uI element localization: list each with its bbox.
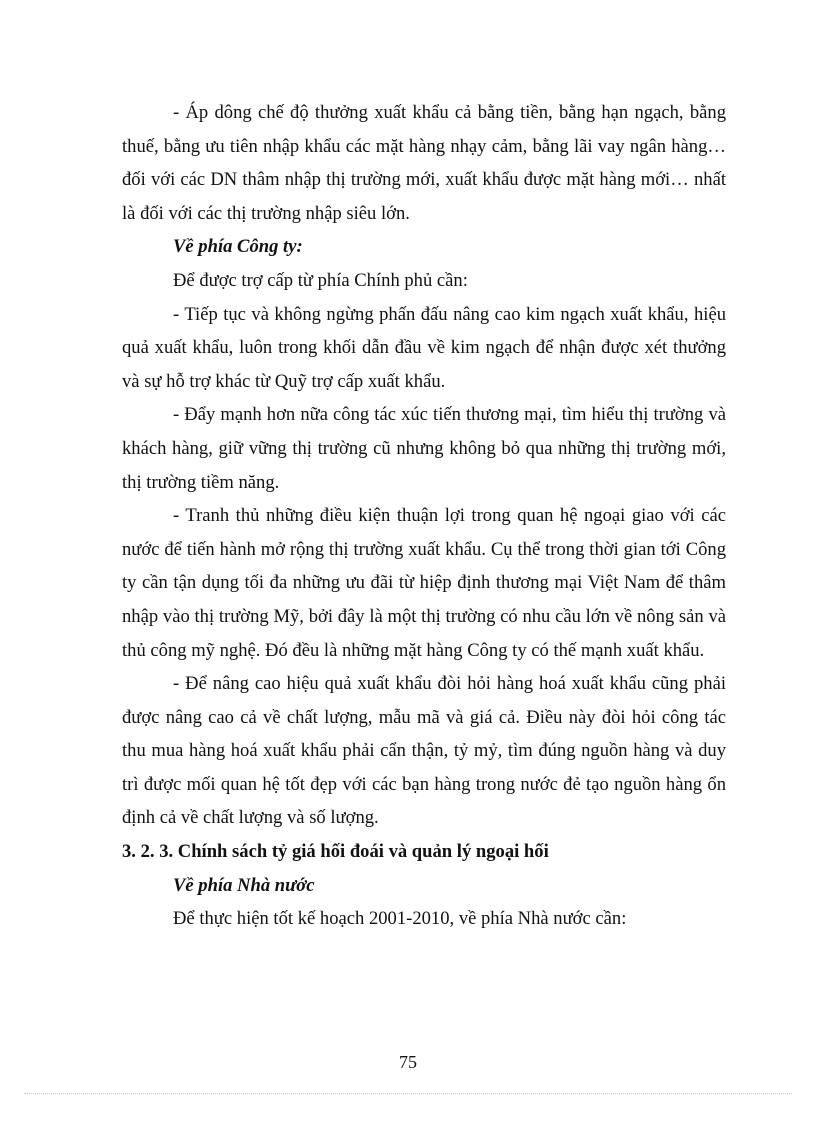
paragraph-trade-promotion: - Đẩy mạnh hơn nữa công tác xúc tiến thương mại, tìm hiểu thị trường và khách hàng, giữ vững thị trường cũ nhưng không bỏ qua những thị trường mới, thị trường tiềm năng. xyxy=(122,404,726,493)
paragraph-subsidy-intro: Để được trợ cấp từ phía Chính phủ cần: xyxy=(173,269,468,291)
subheading-company-side: Về phía Công ty: xyxy=(173,236,303,258)
subheading-state-side: Về phía Nhà nước xyxy=(173,874,315,896)
section-heading-exchange-rate: 3. 2. 3. Chính sách tỷ giá hối đoái và quản lý ngoại hối xyxy=(122,841,549,863)
paragraph-plan-2001-2010: Để thực hiện tốt kế hoạch 2001-2010, về phía Nhà nước cần: xyxy=(173,908,627,930)
paragraph-diplomatic-relations: - Tranh thủ những điều kiện thuận lợi trong quan hệ ngoại giao với các nước để tiến hành mở rộng thị trường xuất khẩu. Cụ thể trong thời gian tới Công ty cần tận dụng tối đa những ưu đãi từ hiệp định thương mại Việt Nam để thâm nhập vào thị trường Mỹ, bởi đây là một thị trường có nhu cầu lớn về nông sản và thủ công mỹ nghệ. Đó đều là những mặt hàng Công ty có thế mạnh xuất khẩu. xyxy=(122,505,726,661)
page-number: 75 xyxy=(399,1052,417,1072)
footer-divider xyxy=(24,1093,792,1094)
paragraph-export-efficiency: - Để nâng cao hiệu quả xuất khẩu đòi hỏi hàng hoá xuất khẩu cũng phải được nâng cao cả về chất lượng, mẫu mã và giá cả. Điều này đòi hỏi công tác thu mua hàng hoá xuất khẩu phải cẩn thận, tỷ mỷ, tìm đúng nguồn hàng và duy trì được mối quan hệ tốt đẹp với các bạn hàng trong nước đẻ tạo nguồn hàng ổn định cả về chất lượng và số lượng. xyxy=(122,673,726,829)
body-text xyxy=(122,96,726,936)
paragraph-export-bonus: - Áp dông chế độ thưởng xuất khẩu cả bằng tiền, bằng hạn ngạch, bằng thuế, bằng ưu tiên nhập khẩu các mặt hàng nhạy cảm, bằng lãi vay ngân hàng… đối với các DN thâm nhập thị trường mới, xuất khẩu được mặt hàng mới… nhất là đối với các thị trường nhập siêu lớn. xyxy=(122,102,726,224)
paragraph-export-turnover: - Tiếp tục và không ngừng phấn đấu nâng cao kim ngạch xuất khẩu, hiệu quả xuất khẩu, luôn trong khối dẫn đầu về kim ngạch để nhận được xét thưởng và sự hỗ trợ khác từ Quỹ trợ cấp xuất khẩu. xyxy=(122,303,726,392)
